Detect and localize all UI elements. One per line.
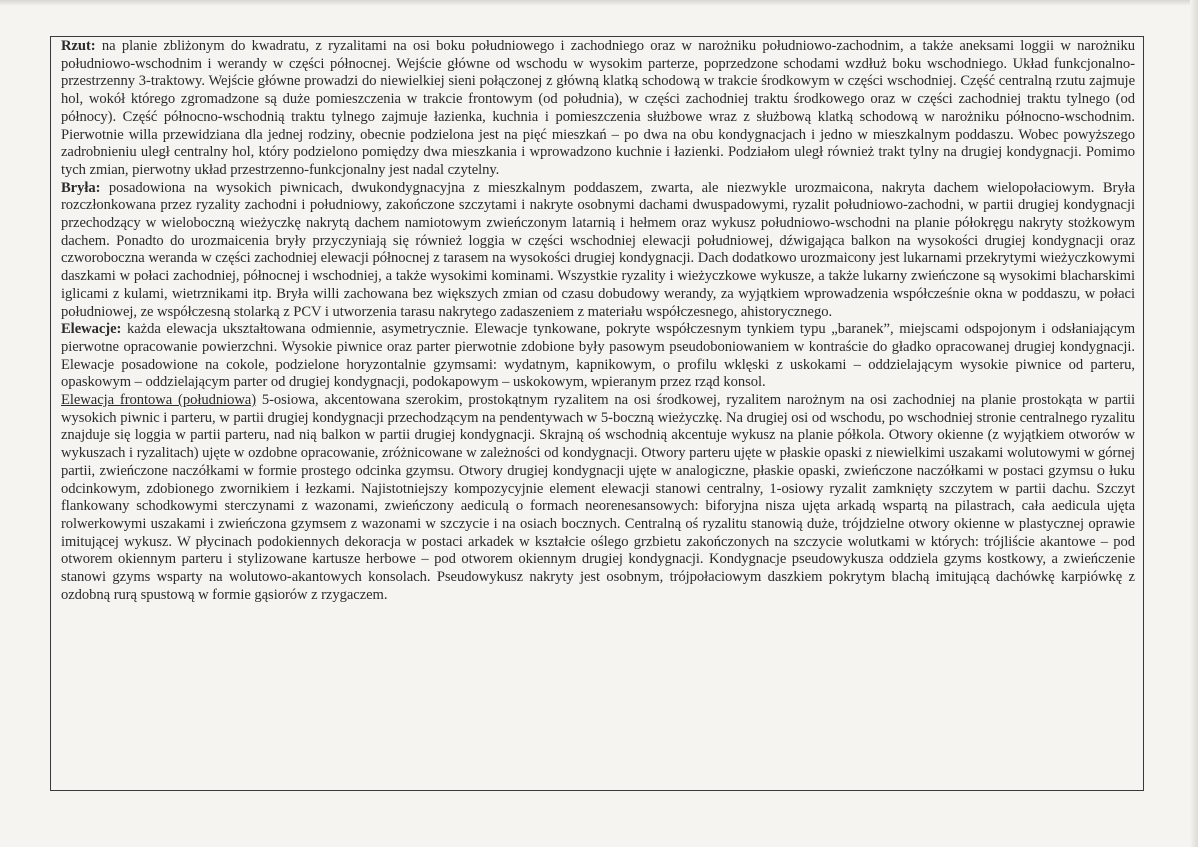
section-text: 5-osiowa, akcentowana szerokim, prostokątnym ryzalitem na osi środkowej, ryzalitem narożnym na osi zachodniej na planie prostokąta w partii wysokich piwnic i parteru, w partii drugiej kondygnacji przechodzącym na pendentywach w 5-boczną wieżyczkę. Na drugiej osi od wschodu, po wschodniej stronie centralnego ryzalitu znajduje się loggia w partii parteru, nad nią balkon w partii drugiej kondygnacji. Skrajną oś wschodnią akcentuje wykusz na planie półkola. Otwory okienne (z wyjątkiem otworów w wykuszach i ryzalitach) ujęte w ozdobne opracowanie, zróżnicowane w zależności od kondygnacji. Otwory parteru ujęte w płaskie opaski z niewielkimi uszakami wolutowymi w górnej partii, zwieńczone naczółkami w formie prostego odcinka gzymsu. Otwory drugiej kondygnacji ujęte w analogiczne, płaskie opaski, zwieńczone naczółkami w postaci gzymsu o łuku odcinkowym, zdobionego zwornikiem i łezkami. Najistotniejszy kompozycyjnie element elewacji stanowi centralny, 1-osiowy ryzalit zamknięty szczytem w partii dachu. Szczyt flankowany schodkowymi sterczynami z wazonami, zwieńczony aediculą o formach neorenesansowych: biforyjna nisza ujęta arkadą wspartą na pilastrach, cała aedicula ujęta rolwerkowymi uszakami i zwieńczona gzymsem z wazonami w szczycie i na osiach bocznych. Centralną oś ryzalitu stanowią duże, trójdzielne otwory okienne w plastycznej oprawie imitującej wykusz. W płycinach podokiennych dekoracja w postaci arkadek w kształcie oślego grzbietu zakończonych na szczycie wolutkami w których: trójliście akantowe – pod otworem okiennym parteru i stylizowane kartusze herbowe – pod otworem okiennym drugiej kondygnacji. Kondygnacje pseudowykusza oddziela gzyms kostkowy, a zwieńczenie stanowi gzyms wsparty na wolutowo-akantowych konsolach. Pseudowykusz nakryty jest osobnym, trójpołaciowym daszkiem pokrytym blachą imitującą dachówkę karpiówkę z ozdobną rurą spustową w formie gąsiorów z rzygaczem. bbox=[61, 392, 1135, 603]
section-elewacja-frontowa bbox=[61, 392, 1135, 604]
section-text: na planie zbliżonym do kwadratu, z ryzalitami na osi boku południowego i zachodniego oraz w narożniku południowo-zachodnim, a także aneksami loggii w narożniku południowo-wschodnim i werandy w części północnej. Wejście główne od wschodu w wysokim parterze, poprzedzone schodami wzdłuż boku wschodniego. Układ funkcjonalno-przestrzenny 3-traktowy. Wejście główne prowadzi do niewielkiej sieni połączonej z główną klatką schodową w trakcie środkowym w części wschodniej. Część centralną rzutu zajmuje hol, wokół którego zgromadzone są duże pomieszczenia w trakcie frontowym (od południa), w części zachodniej traktu środkowego oraz w części zachodniej traktu tylnego (od północy). Część północno-wschodnią traktu tylnego zajmuje łazienka, kuchnia i pomieszczenia służbowe wraz z służbową klatką schodową w narożniku północno-wschodnim. Pierwotnie willa przewidziana dla jednej rodziny, obecnie podzielona jest na pięć mieszkań – po dwa na obu kondygnacjach i jedno w mieszkalnym poddaszu. Wobec powyższego zadrobnieniu uległ centralny hol, który podzielono pomiędzy dwa mieszkania i wprowadzono kuchnie i łazienki. Podziałom uległ również trakt tylny na drugiej kondygnacji. Pomimo tych zmian, pierwotny układ przestrzenno-funkcjonalny jest nadal czytelny. bbox=[61, 38, 1135, 178]
document-frame bbox=[50, 36, 1144, 791]
section-text: posadowiona na wysokich piwnicach, dwukondygnacyjna z mieszkalnym poddaszem, zwarta, ale niezwykle urozmaicona, nakryta dachem wielopołaciowym. Bryła rozczłonkowana przez ryzality zachodni i południowy, zakończone szczytami i nakryte osobnymi dachami dwuspadowymi, ryzalit południowo-zachodni, w partii drugiej kondygnacji przechodzący w wieloboczną wieżyczkę nakrytą dachem namiotowym zwieńczonym latarnią i hełmem oraz wykusz południowo-wschodni na planie półokręgu nakryty stożkowym dachem. Ponadto do urozmaicenia bryły przyczyniają się również loggia w części wschodniej elewacji południowej, dźwigająca balkon na wysokości drugiej kondygnacji oraz czworoboczna weranda w części zachodniej elewacji północnej z tarasem na wysokości drugiej kondygnacji. Dach dodatkowo urozmaicony jest lukarnami przekrytymi wieżyczkowymi daszkami w połaci zachodniej, północnej i wschodniej, a także wysokimi kominami. Wszystkie ryzality i wieżyczkowe wykusze, a także lukarny zwieńczone są wysokimi blacharskimi iglicami z kulami, wietrznikami itp. Bryła willi zachowana bez większych zmian od czasu dobudowy werandy, za wyjątkiem wprowadzenia współcześnie okna w poddaszu, w połaci południowej, ze współczesną stolarką z PCV i utworzenia tarasu nakrytego zadaszeniem z materiału współczesnego, ahistorycznego. bbox=[61, 179, 1135, 320]
scan-edge-right bbox=[1190, 0, 1198, 847]
section-elewacje bbox=[61, 321, 1135, 392]
section-text: każda elewacja ukształtowana odmiennie, asymetrycznie. Elewacje tynkowane, pokryte współczesnym tynkiem typu „baranek”, miejscami odspojonym i odsłaniającym pierwotne opracowanie powierzchni. Wysokie piwnice oraz parter pierwotnie zdobione były pasowym pseudoboniowaniem w kontraście do gładko opracowanej drugiej kondygnacji. Elewacje posadowione na cokole, podzielone horyzontalnie gzymsami: wydatnym, kapnikowym, o profilu wklęski z uskokami – oddzielającym wysokie piwnice od parteru, opaskowym – oddzielającym parter od drugiej kondygnacji, podokapowym – uskokowym, wpieranym przez rząd konsol. bbox=[61, 321, 1135, 391]
section-rzut bbox=[61, 38, 1135, 180]
section-label: Elewacja frontowa (południowa) bbox=[61, 392, 257, 409]
section-label: Elewacje: bbox=[61, 321, 122, 338]
scan-edge-top bbox=[0, 0, 1198, 6]
section-label: Bryła: bbox=[61, 179, 101, 196]
section-label: Rzut: bbox=[61, 38, 96, 54]
section-bryla bbox=[61, 180, 1135, 322]
